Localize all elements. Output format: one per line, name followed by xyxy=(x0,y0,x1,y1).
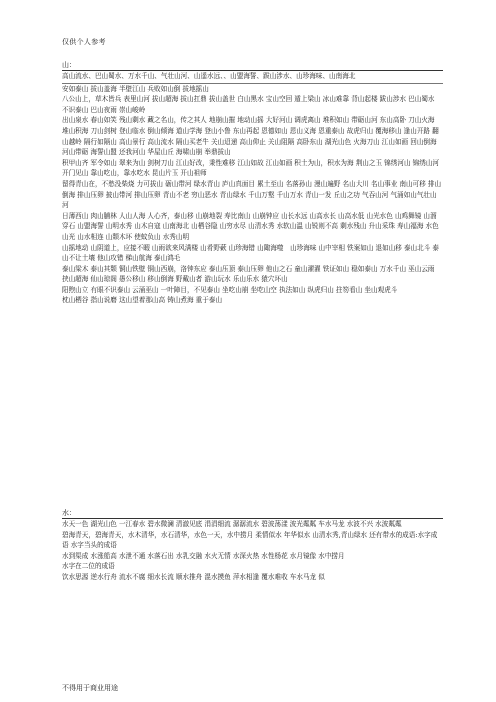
paragraph: 八公山上，草木皆兵 表里山河 拔山超海 拔山扛鼎 拔山盖世 白山黑水 宝山空回 遁上梁山 冰山难靠 背山起楼 跋山涉水 巴山蜀水 不识泰山 巴山夜雨 崇山峻岭 xyxy=(62,95,435,114)
paragraph: 出山泉水 春山如笑 残山剩水 藏之名山，传之其人 地崩山摧 地动山摇 大好河山 调虎离山 堆积如山 带砺山河 东山高卧 刀山火海 堆山积海 刀山剑树 登山临水 倒山倾海 道山学海 登山小鲁 东山再起 恩德如山 恩山义海 恩重泰山 故虎归山 覆海移山 逢山开路 翻山越岭 隔行如隔山 高山景行 高山流水 隔山买老牛 关山迢递 高山仰止 关山阻隔 高卧东山 湖光山色 火海刀山 江山如画 回山倒海 河山带砺 海誓山盟 还我河山 华屋山丘 海啸山崩 举鼎拔山 xyxy=(62,116,439,157)
paragraph: 泰山梁木 泰山其颓 铜山铁壁 铜山西崩，洛钟东应 泰山压顶 泰山压卵 他山之石 童山濯濯 铁证如山 稳如泰山 万水千山 巫山云雨 挟山超海 仙山琼阁 愚公移山 移山倒海 野戴山者 游山玩水 乐山乐水 猿穴坏山 xyxy=(62,264,435,284)
section-title: 水： xyxy=(62,509,76,517)
paragraph: 水字在二位的成语 xyxy=(62,562,115,571)
page-header: 仅供个人参考 xyxy=(62,38,106,46)
paragraph: 水到渠成 水涨船高 水泄不通 水落石出 水乳交融 水火无情 水深火热 水性杨花 水月镜像 水中捞月 xyxy=(62,551,345,560)
paragraph: 山摇地动 山阴道上，应接不暇 山雨欲来风满楼 山肴野蔌 山珍海错 山陬海噬 山珍海味 山中宰相 铁案如山 退如山移 泰山北斗 泰山不让土壤 他山攻错 梯山航海 泰山鸿毛 xyxy=(62,243,440,263)
section-title: 山： xyxy=(62,61,76,69)
section-mountain xyxy=(62,60,443,306)
page-footer: 不得用于商业用途 xyxy=(62,684,118,692)
paragraph: 安如泰山 拔山盖海 半壁江山 兵败如山倒 拔地摇山 xyxy=(62,84,209,93)
paragraph: 留得青山在，不愁没柴烧 力可拔山 砺山带河 绿水青山 庐山真面目 累土至山 名落孙山 漫山遍野 名山大川 名山事业 南山可移 排山倒海 排山压卵 披山带河 排山压卵 青山不老 穷山恶水 青山绿水 千山万壑 千山万水 青山一发 丘山之功 气吞山河 气涌如山气壮山河 xyxy=(62,179,442,210)
section-water xyxy=(62,508,443,583)
paragraph: 饮水思源 逆水行舟 流水不腐 细水长流 顺水推舟 混水摸鱼 萍水相逢 覆水难收 车水马龙 似 xyxy=(62,572,325,581)
paragraph: 积甲山齐 军令如山 翠来为山 剑树刀山 江山好改，秉性难移 江山如故 江山如画 积土为山，积水为海 荆山之玉 锦绣河山 锦绣山河 开门见山 靠山吃山，靠水吃水 昆山片玉 开山祖师 xyxy=(62,158,440,178)
paragraph: 枕山栖谷 指山说磨 这山望着那山高 铸山煮海 重于泰山 xyxy=(62,296,223,305)
paragraph: 日薄西山 肉山脯林 人山人海 人心齐，泰山移 山崩地裂 寿比南山 山崩钟应 山长水远 山高水长 山高水低 山光水色 山鸡舞镜 山溜穿石 山盟海誓 山明水秀 山木自寇 山南海北 山栖谷隐 山穷水尽 山清水秀 水软山温 山锐则不高 剩水残山 升山采珠 寿山福海 水色山光 山水相连 山颓木坏 使蚊负山 水秀山明 xyxy=(62,211,439,241)
paragraph: 碧海青天，碧海青天，水木清华，水石清华，水色一天，水中捞月 柔情似水 年华似水 山清水秀,青山绿水 还有带水的成语:水字成语 水字当头的成语 xyxy=(62,530,438,550)
paragraph: 高山流水、巴山蜀水、万水千山、气壮山河、山遥水远、、山盟海誓、跋山涉水、山珍海味、山南海北 xyxy=(62,71,443,84)
paragraph: 水天一色 湖光山色 一江春水 碧水微澜 清澈见底 涓涓细流 潺潺流水 碧波荡漾 波光粼粼 车水马龙 水波不兴 水波粼粼 xyxy=(62,520,402,528)
paragraph: 阳煦山立 有眼不识泰山 云涌巫山 一叶障目，不见泰山 坐吃山崩 坐吃山空 执法如山 纵虎归山 拄笏看山 坐山观虎斗 xyxy=(62,285,398,294)
